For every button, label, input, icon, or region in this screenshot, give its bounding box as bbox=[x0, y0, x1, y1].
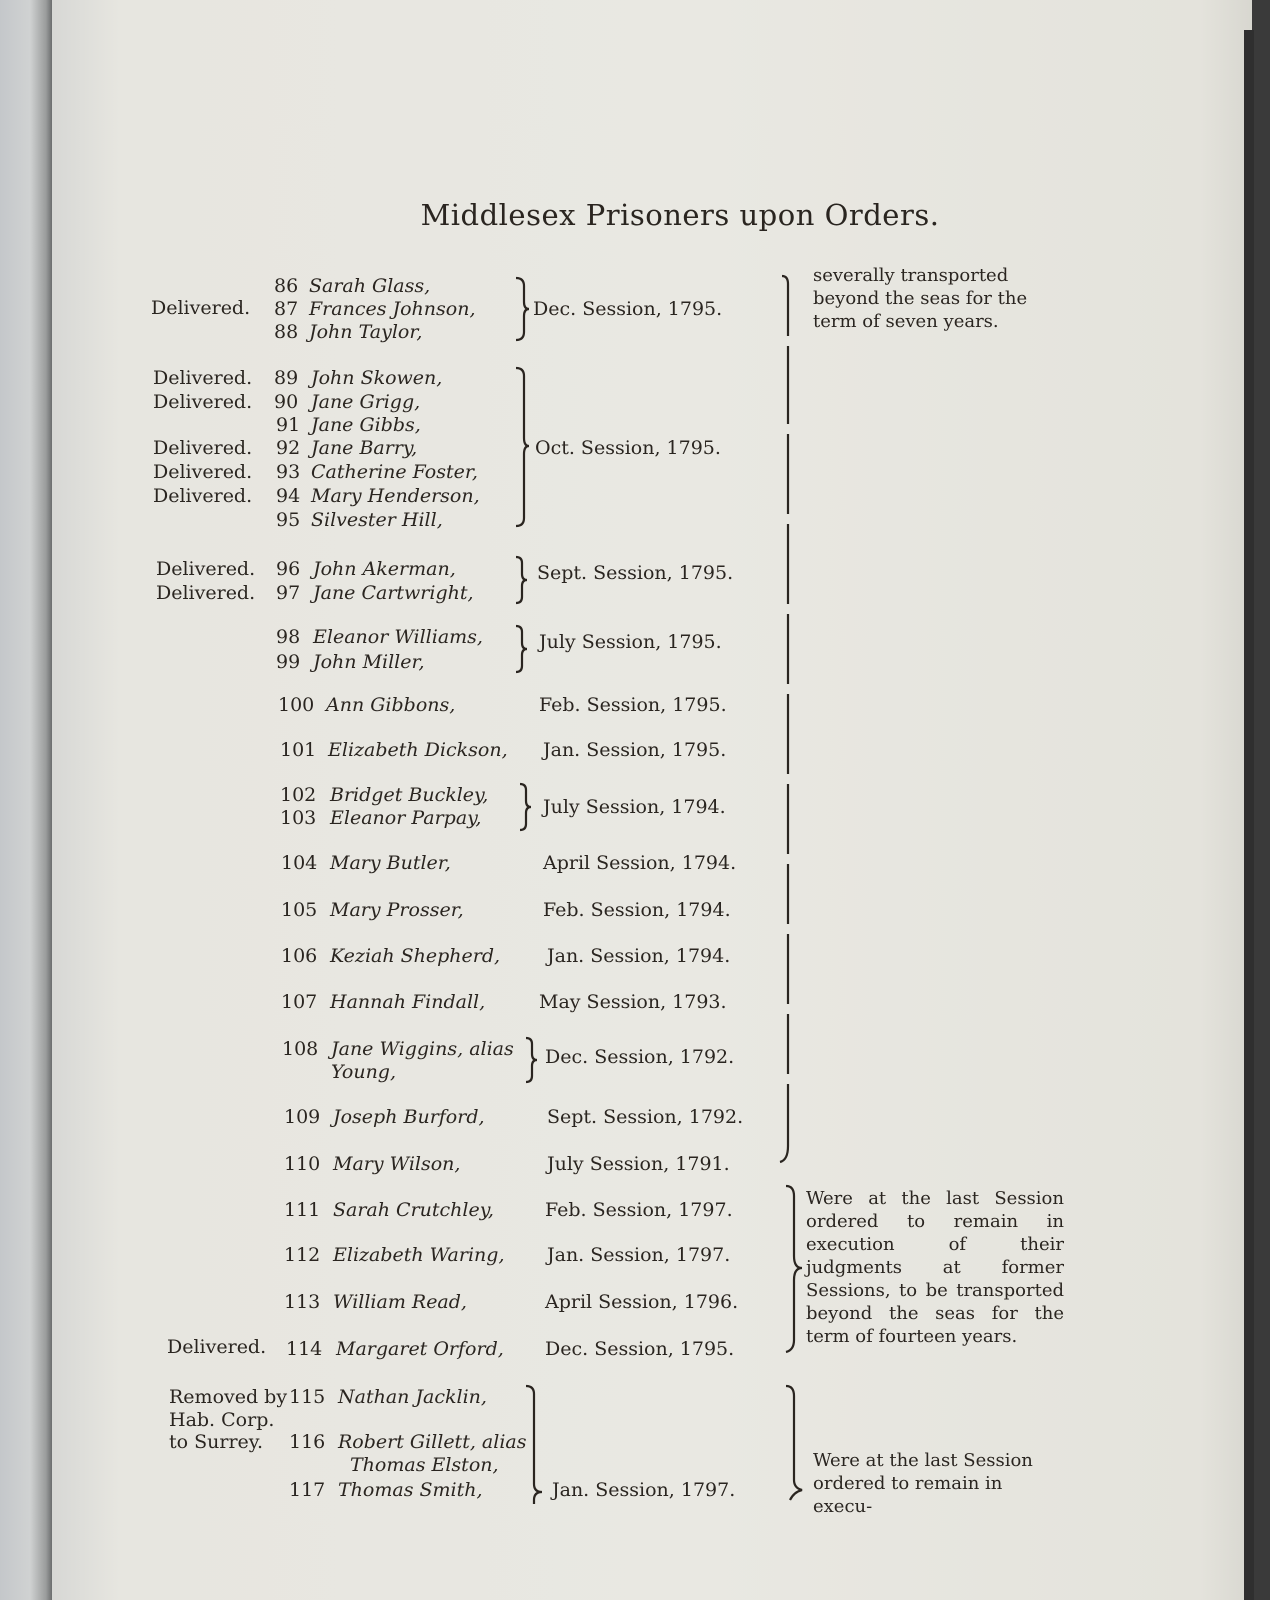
name-111: Sarah Crutchley, bbox=[333, 1199, 494, 1221]
note-remain-in-execution: Were at the last Session ordered to remain in execu- bbox=[813, 1450, 1033, 1517]
status-114: Delivered. bbox=[167, 1336, 267, 1358]
brace-fourteen-years bbox=[784, 1184, 806, 1354]
session-112: Jan. Session, 1797. bbox=[547, 1244, 731, 1266]
status-hab-corp: Hab. Corp. bbox=[169, 1409, 275, 1431]
num-94: 94 bbox=[276, 485, 301, 507]
num-88: 88 bbox=[274, 321, 299, 343]
session-109: Sept. Session, 1792. bbox=[547, 1106, 744, 1128]
name-106: Keziah Shepherd, bbox=[330, 945, 501, 967]
session-group-96-97: Sept. Session, 1795. bbox=[537, 562, 734, 584]
num-102: 102 bbox=[280, 784, 317, 806]
num-100: 100 bbox=[278, 694, 315, 716]
num-115: 115 bbox=[289, 1386, 326, 1408]
status-97: Delivered. bbox=[156, 582, 256, 604]
brace-86-88 bbox=[514, 276, 530, 342]
name-104: Mary Butler, bbox=[330, 852, 451, 874]
name-116-alias: Thomas Elston, bbox=[350, 1454, 499, 1476]
name-110: Mary Wilson, bbox=[333, 1153, 461, 1175]
name-102: Bridget Buckley, bbox=[330, 784, 489, 806]
name-89: John Skowen, bbox=[311, 367, 443, 389]
name-109: Joseph Burford, bbox=[333, 1106, 485, 1128]
status-116: to Surrey. bbox=[169, 1431, 264, 1453]
brace-115-117 bbox=[524, 1384, 544, 1506]
status-96: Delivered. bbox=[156, 558, 256, 580]
num-111: 111 bbox=[284, 1199, 321, 1221]
page-title: Middlesex Prisoners upon Orders. bbox=[420, 198, 940, 232]
brace-102-103 bbox=[518, 782, 532, 832]
name-88: John Taylor, bbox=[309, 321, 423, 343]
session-105: Feb. Session, 1794. bbox=[543, 899, 731, 921]
name-117: Thomas Smith, bbox=[338, 1479, 483, 1501]
num-92: 92 bbox=[276, 437, 301, 459]
name-108: Jane Wiggins, alias bbox=[331, 1038, 514, 1060]
name-95: Silvester Hill, bbox=[311, 509, 443, 531]
session-111: Feb. Session, 1797. bbox=[545, 1199, 733, 1221]
num-89: 89 bbox=[274, 367, 299, 389]
num-112: 112 bbox=[284, 1244, 321, 1266]
num-109: 109 bbox=[284, 1106, 321, 1128]
page-edge-shadow bbox=[1244, 30, 1254, 1600]
num-98: 98 bbox=[276, 626, 301, 648]
name-108-alias: Young, bbox=[331, 1061, 397, 1083]
session-108: Dec. Session, 1792. bbox=[545, 1046, 735, 1068]
num-113: 113 bbox=[284, 1291, 321, 1313]
session-114: Dec. Session, 1795. bbox=[545, 1338, 735, 1360]
name-92: Jane Barry, bbox=[311, 437, 418, 459]
brace-96-97 bbox=[514, 555, 528, 605]
name-100: Ann Gibbons, bbox=[326, 694, 456, 716]
brace-seven-years-column bbox=[778, 274, 800, 1166]
name-93: Catherine Foster, bbox=[311, 461, 478, 483]
name-94: Mary Henderson, bbox=[311, 485, 480, 507]
session-group-115-117: Jan. Session, 1797. bbox=[552, 1479, 736, 1501]
name-105: Mary Prosser, bbox=[330, 899, 464, 921]
num-110: 110 bbox=[284, 1153, 321, 1175]
name-112: Elizabeth Waring, bbox=[333, 1244, 505, 1266]
name-87: Frances Johnson, bbox=[309, 298, 476, 320]
name-90: Jane Grigg, bbox=[311, 391, 421, 413]
status-87: Delivered. bbox=[151, 297, 251, 319]
session-100: Feb. Session, 1795. bbox=[539, 694, 727, 716]
name-91: Jane Gibbs, bbox=[311, 414, 421, 436]
note-fourteen-years: Were at the last Session ordered to remain in execution of their judgments at former Sessions, to be transported beyond the seas for the term of fourteen years. bbox=[806, 1188, 1064, 1347]
num-103: 103 bbox=[280, 807, 317, 829]
num-107: 107 bbox=[281, 991, 318, 1013]
name-97: Jane Cartwright, bbox=[313, 582, 474, 604]
status-90: Delivered. bbox=[153, 391, 253, 413]
num-86: 86 bbox=[274, 275, 299, 297]
name-99: John Miller, bbox=[313, 651, 425, 673]
num-90: 90 bbox=[274, 391, 299, 413]
name-98: Eleanor Williams, bbox=[313, 626, 483, 648]
name-101: Elizabeth Dickson, bbox=[328, 739, 508, 761]
num-116: 116 bbox=[289, 1431, 326, 1453]
brace-98-99 bbox=[514, 624, 528, 674]
num-97: 97 bbox=[276, 582, 301, 604]
name-96: John Akerman, bbox=[313, 558, 456, 580]
name-114: Margaret Orford, bbox=[336, 1338, 504, 1360]
session-107: May Session, 1793. bbox=[539, 991, 727, 1013]
num-91: 91 bbox=[276, 414, 301, 436]
name-115: Nathan Jacklin, bbox=[338, 1386, 487, 1408]
name-86: Sarah Glass, bbox=[309, 275, 431, 297]
brace-89-95 bbox=[514, 366, 530, 528]
session-106: Jan. Session, 1794. bbox=[547, 945, 731, 967]
session-113: April Session, 1796. bbox=[545, 1291, 739, 1313]
brace-108 bbox=[524, 1036, 538, 1084]
num-87: 87 bbox=[274, 298, 299, 320]
num-101: 101 bbox=[280, 739, 317, 761]
name-113: William Read, bbox=[333, 1291, 467, 1313]
session-group-86-88: Dec. Session, 1795. bbox=[533, 298, 723, 320]
num-106: 106 bbox=[281, 945, 318, 967]
num-105: 105 bbox=[281, 899, 318, 921]
num-117: 117 bbox=[289, 1479, 326, 1501]
num-104: 104 bbox=[281, 852, 318, 874]
status-94: Delivered. bbox=[153, 485, 253, 507]
num-99: 99 bbox=[276, 651, 301, 673]
num-114: 114 bbox=[286, 1338, 323, 1360]
status-92: Delivered. bbox=[153, 437, 253, 459]
num-93: 93 bbox=[276, 461, 301, 483]
num-108: 108 bbox=[282, 1038, 319, 1060]
note-seven-years: severally transported beyond the seas for the term of seven years. bbox=[813, 265, 1028, 332]
session-group-102-103: July Session, 1794. bbox=[543, 796, 726, 818]
name-107: Hannah Findall, bbox=[330, 991, 486, 1013]
status-115: Removed by bbox=[169, 1386, 288, 1408]
session-104: April Session, 1794. bbox=[543, 852, 737, 874]
name-116: Robert Gillett, alias bbox=[338, 1431, 527, 1453]
session-101: Jan. Session, 1795. bbox=[543, 739, 727, 761]
status-93: Delivered. bbox=[153, 461, 253, 483]
session-group-98-99: July Session, 1795. bbox=[539, 631, 722, 653]
book-gutter bbox=[0, 0, 52, 1600]
num-95: 95 bbox=[276, 509, 301, 531]
name-103: Eleanor Parpay, bbox=[330, 807, 482, 829]
session-110: July Session, 1791. bbox=[547, 1153, 730, 1175]
brace-remain-execution bbox=[784, 1384, 806, 1504]
num-96: 96 bbox=[276, 558, 301, 580]
status-89: Delivered. bbox=[153, 367, 253, 389]
session-group-89-95: Oct. Session, 1795. bbox=[535, 437, 721, 459]
